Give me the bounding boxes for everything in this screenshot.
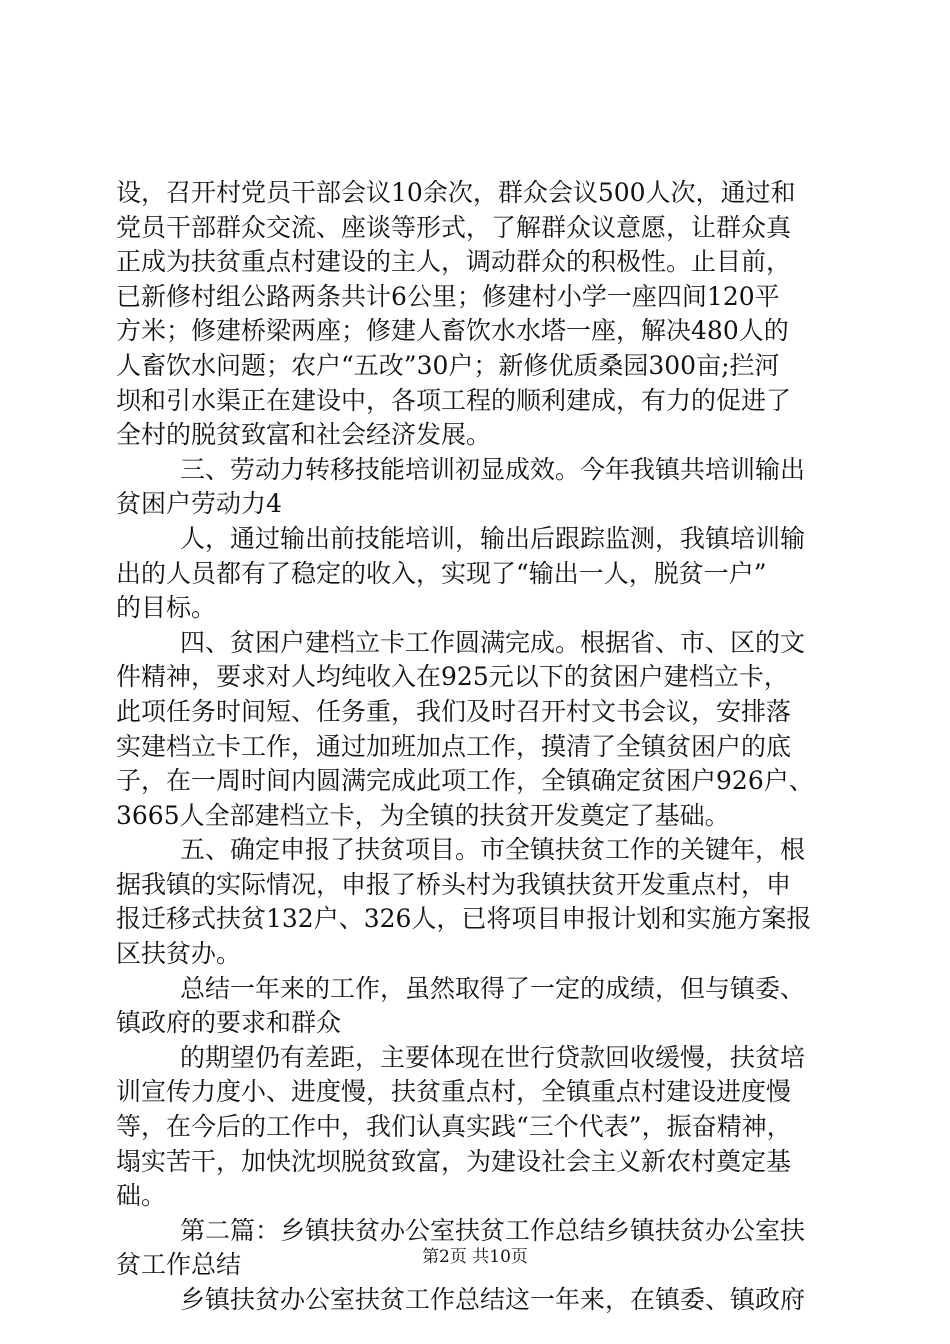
text-line: 件精神，要求对人均纯收入在925元以下的贫困户建档立卡，: [116, 662, 789, 692]
text-line: 人，通过输出前技能培训，输出后跟踪监测，我镇培训输: [180, 523, 806, 553]
text-line: 报迁移式扶贫132户、326人，已将项目申报计划和实施方案报: [116, 904, 812, 934]
text-line: 3665人全部建档立卡，为全镇的扶贫开发奠定了基础。: [116, 800, 730, 830]
text-line: 总结一年来的工作，虽然取得了一定的成绩，但与镇委、: [180, 973, 806, 1003]
text-line: 础。: [116, 1181, 167, 1211]
text-line: 已新修村组公路两条共计6公里；修建村小学一座四间120平: [116, 281, 780, 311]
text-line: 的目标。: [116, 593, 217, 623]
text-line: 出的人员都有了稳定的收入，实现了“输出一人，脱贫一户”: [116, 558, 767, 588]
text-line: 贫困户劳动力4: [116, 489, 282, 519]
document-body: [116, 176, 836, 1318]
page-number-footer: 第2页 共10页: [422, 1247, 528, 1267]
text-line: 党员干部群众交流、座谈等形式，了解群众议意愿，让群众真: [116, 212, 792, 242]
text-line: 据我镇的实际情况，申报了桥头村为我镇扶贫开发重点村，申: [116, 869, 792, 899]
text-line: 训宣传力度小、进度慢，扶贫重点村，全镇重点村建设进度慢: [116, 1077, 792, 1107]
text-line: 设，召开村党员干部会议10余次，群众会议500人次，通过和: [116, 178, 796, 207]
section-heading-line: 三、劳动力转移技能培训初显成效。今年我镇共培训输出: [180, 454, 806, 484]
text-line: 全村的脱贫致富和社会经济发展。: [116, 420, 492, 450]
text-line: 方米；修建桥梁两座；修建人畜饮水水塔一座，解决480人的: [116, 316, 789, 346]
text-line: 子，在一周时间内圆满完成此项工作，全镇确定贫困户926户、: [116, 766, 814, 796]
chapter-heading-line: 贫工作总结: [116, 1250, 242, 1280]
text-line: 实建档立卡工作，通过加班加点工作，摸清了全镇贫困户的底: [116, 731, 792, 761]
text-line: 的期望仍有差距，主要体现在世行贷款回收缓慢，扶贫培: [180, 1042, 806, 1072]
text-line: 塌实苦干，加快沈坝脱贫致富，为建设社会主义新农村奠定基: [116, 1146, 792, 1176]
text-line: 坝和引水渠正在建设中，各项工程的顺利建成，有力的促进了: [116, 385, 792, 415]
text-line: 正成为扶贫重点村建设的主人，调动群众的积极性。止目前，: [116, 247, 792, 277]
section-heading-line: 五、确定申报了扶贫项目。市全镇扶贫工作的关键年，根: [180, 835, 806, 865]
text-line: 等，在今后的工作中，我们认真实践“三个代表”，振奋精神，: [116, 1112, 792, 1142]
text-line: 乡镇扶贫办公室扶贫工作总结这一年来，在镇委、镇政府: [180, 1285, 806, 1314]
text-line: 人畜饮水问题；农户“五改”30户；新修优质桑园300亩;拦河: [116, 350, 780, 380]
text-line: 区扶贫办。: [116, 939, 242, 969]
section-heading-line: 四、贫困户建档立卡工作圆满完成。根据省、市、区的文: [180, 627, 806, 657]
text-line: 此项任务时间短、任务重，我们及时召开村文书会议，安排落: [116, 696, 792, 726]
chapter-heading-line: 第二篇：乡镇扶贫办公室扶贫工作总结乡镇扶贫办公室扶: [180, 1215, 806, 1245]
text-line: 镇政府的要求和群众: [116, 1008, 342, 1038]
